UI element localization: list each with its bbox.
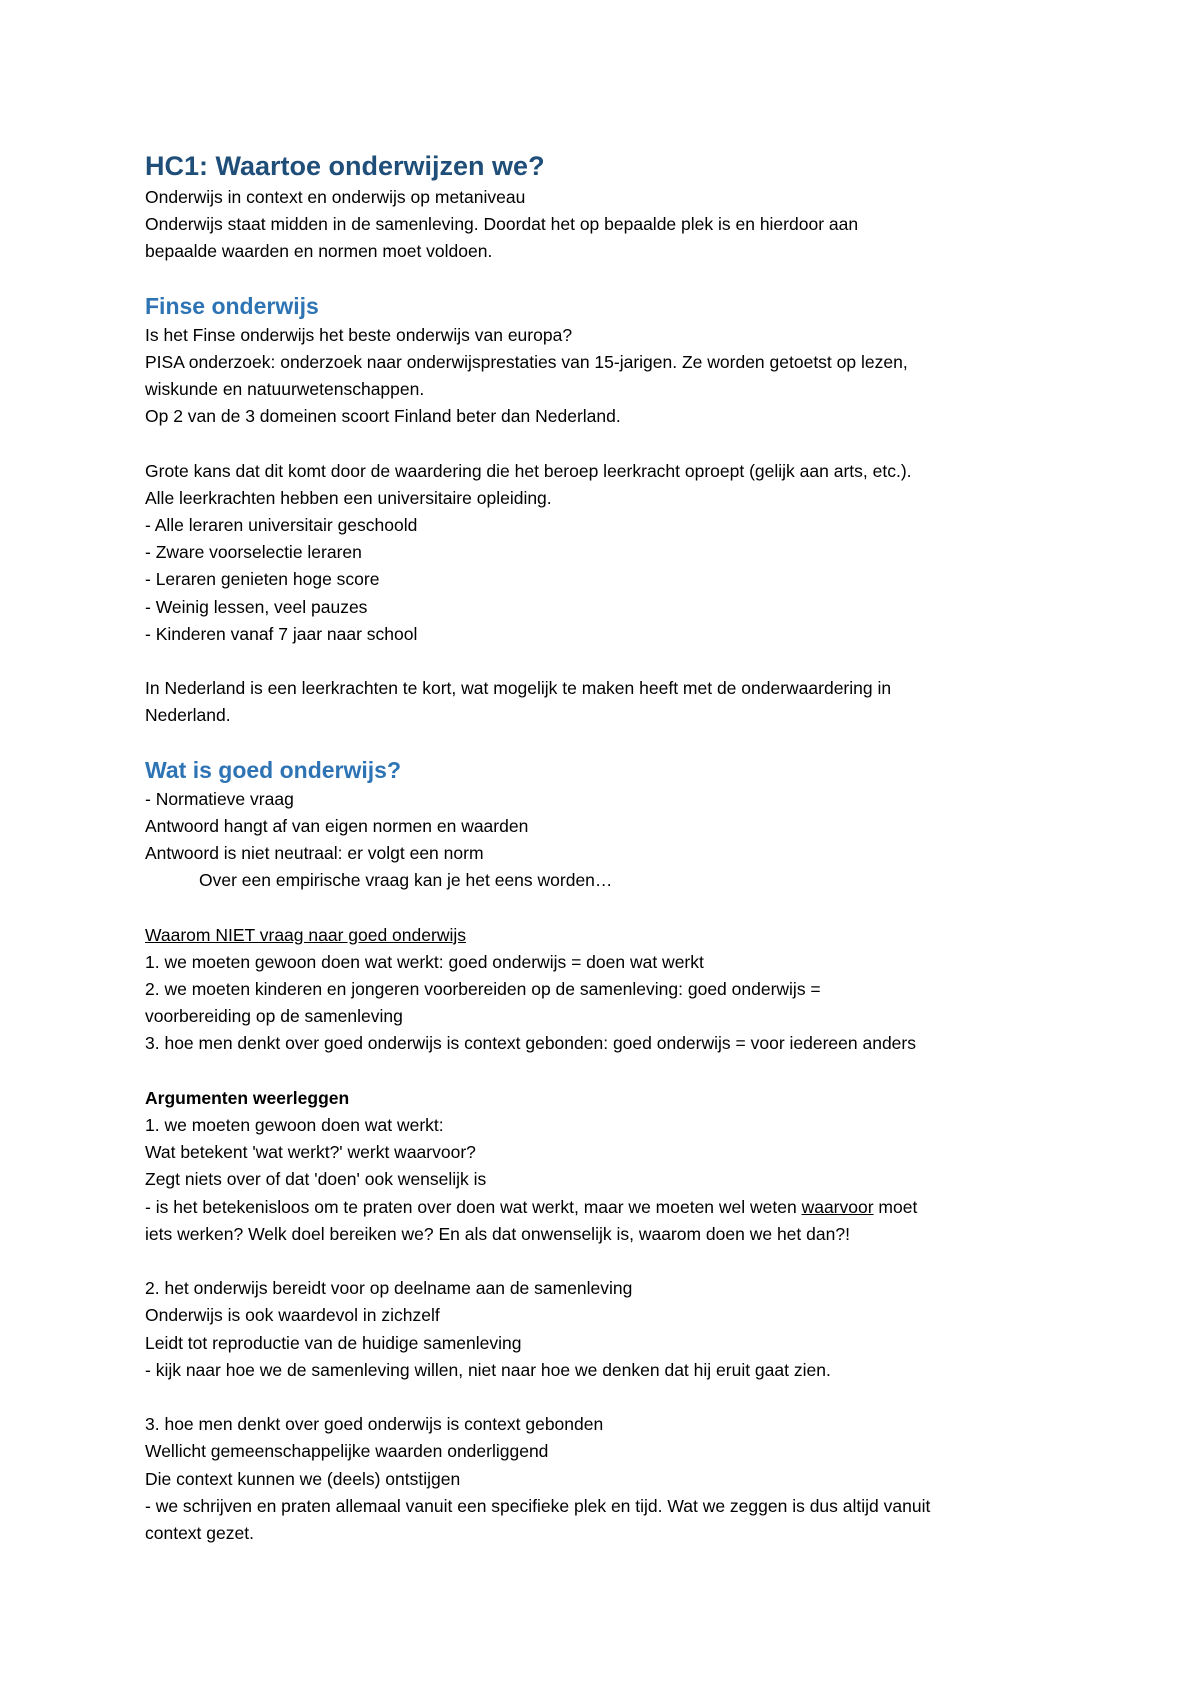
finse-heading: Finse onderwijs — [145, 292, 319, 319]
argument-text: moet — [873, 1196, 918, 1217]
spacer — [145, 648, 1065, 675]
argument-line: Zegt niets over of dat 'doen' ook wenselijk is — [145, 1169, 487, 1190]
finse-list-item: - Weinig lessen, veel pauzes — [145, 596, 368, 617]
argument-line: context gezet. — [145, 1523, 254, 1544]
argument-text: - is het betekenisloos om te praten over doen wat werkt, maar we moeten wel weten — [145, 1196, 802, 1217]
finse-list-item: - Kinderen vanaf 7 jaar naar school — [145, 623, 418, 644]
intro-line-2: Onderwijs staat midden in de samenleving. Doordat het op bepaalde plek is en hierdoor aan — [145, 214, 859, 235]
finse-line: Alle leerkrachten hebben een universitaire opleiding. — [145, 487, 552, 508]
goed-line: Antwoord hangt af van eigen normen en waarden — [145, 815, 529, 836]
finse-line: Grote kans dat dit komt door de waardering die het beroep leerkracht oproept (gelijk aan arts, etc.). — [145, 460, 912, 481]
spacer — [145, 1384, 1065, 1411]
spacer — [145, 730, 1065, 754]
waarom-line: 2. we moeten kinderen en jongeren voorbereiden op de samenleving: goed onderwijs = — [145, 979, 821, 1000]
spacer — [145, 1248, 1065, 1275]
finse-list-item: - Zware voorselectie leraren — [145, 542, 362, 563]
finse-line: Op 2 van de 3 domeinen scoort Finland beter dan Nederland. — [145, 406, 621, 427]
argument-line: Wat betekent 'wat werkt?' werkt waarvoor? — [145, 1142, 476, 1163]
waarom-heading: Waarom NIET vraag naar goed onderwijs — [145, 924, 466, 945]
intro-line-1: Onderwijs in context en onderwijs op metaniveau — [145, 187, 526, 207]
spacer — [145, 1058, 1065, 1085]
argumenten-heading: Argumenten weerleggen — [145, 1087, 350, 1108]
argument-line — [145, 1194, 1065, 1221]
waarom-line: 1. we moeten gewoon doen wat werkt: goed onderwijs = doen wat werkt — [145, 951, 704, 972]
argument-line: Leidt tot reproductie van de huidige samenleving — [145, 1332, 522, 1353]
title-prefix: HC1: — [145, 151, 216, 181]
document-title — [145, 148, 1065, 184]
argument-line: 2. het onderwijs bereidt voor op deelname aan de samenleving — [145, 1278, 633, 1299]
argument-line: - we schrijven en praten allemaal vanuit een specifieke plek en tijd. Wat we zeggen is dus altijd vanuit — [145, 1495, 931, 1516]
argument-line: - kijk naar hoe we de samenleving willen, niet naar hoe we denken dat hij eruit gaat zien. — [145, 1359, 831, 1380]
argument-line: Die context kunnen we (deels) ontstijgen — [145, 1468, 461, 1489]
argument-line: iets werken? Welk doel bereiken we? En als dat onwenselijk is, waarom doen we het dan?! — [145, 1223, 850, 1244]
argument-line: 3. hoe men denkt over goed onderwijs is context gebonden — [145, 1414, 604, 1435]
finse-line: Nederland. — [145, 705, 231, 726]
spacer — [145, 430, 1065, 457]
intro-line-3: bepaalde waarden en normen moet voldoen. — [145, 241, 493, 262]
document-page — [145, 148, 1065, 1547]
finse-list-item: - Alle leraren universitair geschoold — [145, 515, 418, 536]
goed-line: - Normatieve vraag — [145, 788, 294, 809]
argument-line: 1. we moeten gewoon doen wat werkt: — [145, 1115, 444, 1136]
waarom-line: 3. hoe men denkt over goed onderwijs is context gebonden: goed onderwijs = voor iedereen anders — [145, 1033, 916, 1054]
argument-line: Wellicht gemeenschappelijke waarden onderliggend — [145, 1441, 549, 1462]
finse-list-item: - Leraren genieten hoge score — [145, 569, 380, 590]
goed-indented-line: Over een empirische vraag kan je het eens worden… — [199, 870, 613, 891]
goed-heading: Wat is goed onderwijs? — [145, 756, 401, 783]
spacer — [145, 894, 1065, 921]
goed-line: Antwoord is niet neutraal: er volgt een norm — [145, 843, 484, 864]
spacer — [145, 266, 1065, 290]
title-main: Waartoe onderwijzen we? — [215, 151, 545, 181]
finse-line: wiskunde en natuurwetenschappen. — [145, 379, 425, 400]
finse-line: PISA onderzoek: onderzoek naar onderwijsprestaties van 15-jarigen. Ze worden getoetst op lezen, — [145, 351, 908, 372]
finse-line: In Nederland is een leerkrachten te kort, wat mogelijk te maken heeft met de onderwaardering in — [145, 678, 892, 699]
argument-underlined-word: waarvoor — [801, 1196, 874, 1217]
argument-line: Onderwijs is ook waardevol in zichzelf — [145, 1305, 440, 1326]
finse-line: Is het Finse onderwijs het beste onderwijs van europa? — [145, 324, 573, 345]
waarom-line: voorbereiding op de samenleving — [145, 1006, 403, 1027]
